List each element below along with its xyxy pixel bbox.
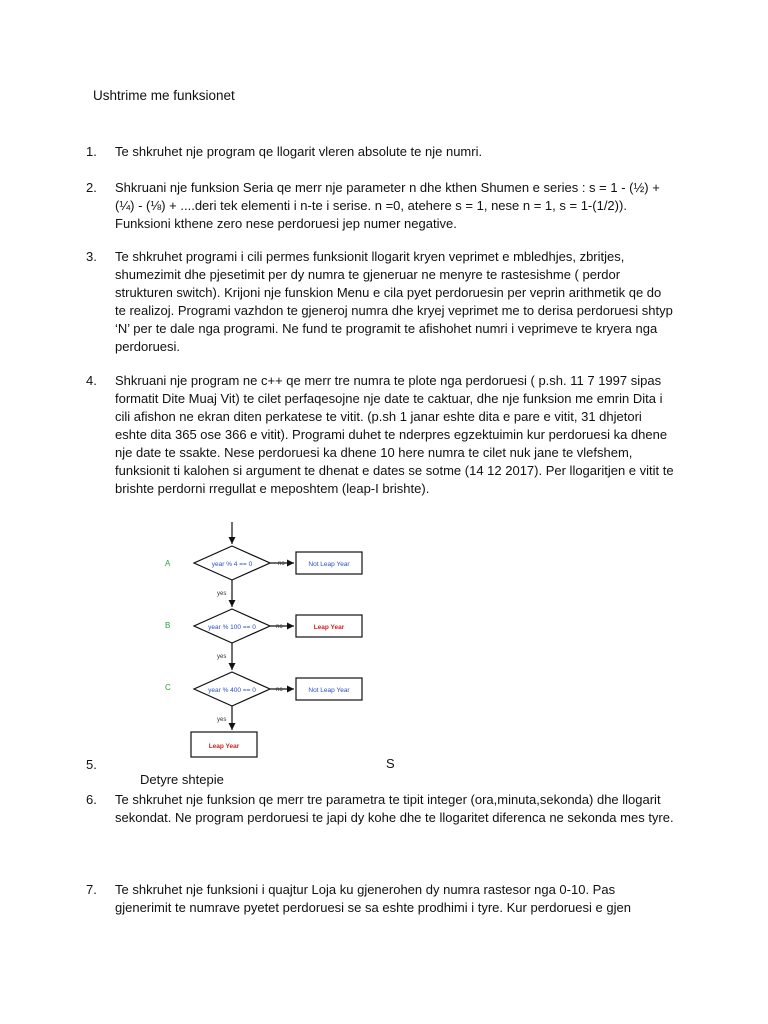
leap-year-flowchart bbox=[140, 518, 380, 762]
item-text: Te shkruhet nje program qe llogarit vleren absolute te nje numri. bbox=[115, 144, 483, 159]
step-letter: A bbox=[165, 559, 171, 568]
list-item-1 bbox=[86, 143, 675, 161]
item-number: 7. bbox=[86, 882, 97, 897]
item-text: Te shkruhet nje funksioni i quajtur Loja ku gjenerohen dy numra rastesor nga 0-10. Pas gjenerimit te numrave pyetet perdoruesi se sa eshte prodhimi i tyre. Kur perdoruesi e gjen bbox=[115, 882, 631, 915]
page-title: Ushtrime me funksionet bbox=[93, 88, 235, 103]
list-item-2 bbox=[86, 179, 675, 233]
item-number: 5. bbox=[86, 757, 97, 772]
step-letter: B bbox=[165, 621, 171, 630]
condition-label: year % 400 == 0 bbox=[208, 687, 256, 694]
decision-b bbox=[165, 609, 362, 670]
item-text: Te shkruhet programi i cili permes funksionit llogarit kryen veprimet e mbledhjes, zbritjes, shumezimit dhe pjesetimit per dy numra te gjeneruar ne menyre te rastesishme ( perdor strukturen switch). Krijoni nje funskion Menu e cila pyet perdoruesin per veprin arithmetik qe do te realizoj. Programi vazhdon te gjeneroj numra dhe kryej veprimet me to derisa perdoruesi shtyp ‘N’ per te dale nga programi. Ne fund te programit te afishohet numri i veprimeve te kryera nga perdoruesi. bbox=[115, 249, 673, 354]
item-number: 2. bbox=[86, 180, 97, 195]
homework-heading: Detyre shtepie bbox=[140, 772, 224, 787]
decision-a bbox=[165, 546, 362, 607]
no-label: no bbox=[278, 561, 285, 567]
item-text: Shkruani nje funksion Seria qe merr nje parameter n dhe kthen Shumen e series : s = 1 - (½) + (¼) - (⅛) + ....deri tek elementi i n-te i serise. n =0, atehere s = 1, nese n = 1, s = 1-(1/2)). Funksioni kthene zero nese perdoruesi jep numer negative. bbox=[115, 180, 660, 231]
list-item-7 bbox=[86, 881, 675, 917]
item-number: 4. bbox=[86, 373, 97, 388]
list-item-4 bbox=[86, 372, 675, 498]
final-label: Leap Year bbox=[208, 743, 240, 750]
result-label: Leap Year bbox=[313, 624, 345, 631]
step-letter: C bbox=[165, 683, 171, 692]
condition-label: year % 4 == 0 bbox=[211, 561, 253, 568]
item-number: 3. bbox=[86, 249, 97, 264]
condition-label: year % 100 == 0 bbox=[208, 624, 256, 631]
no-label: no bbox=[276, 687, 283, 693]
item-number: 6. bbox=[86, 792, 97, 807]
result-label: Not Leap Year bbox=[308, 561, 350, 568]
yes-label: yes bbox=[217, 717, 227, 723]
yes-label: yes bbox=[217, 654, 227, 660]
list-item-3 bbox=[86, 248, 675, 356]
no-label: no bbox=[276, 624, 283, 630]
list-item-6 bbox=[86, 791, 675, 827]
stray-letter: S bbox=[386, 756, 395, 771]
result-label: Not Leap Year bbox=[308, 687, 350, 694]
item-text: Shkruani nje program ne c++ qe merr tre numra te plote nga perdoruesi ( p.sh. 11 7 1997 sipas formatit Dite Muaj Vit) te cilet perfaqesojne nje date te caktuar, dhe nje funksion me emrin Dita i cili afishon ne ekran diten perkatese te vitit. (p.sh 1 janar eshte dita e pare e vitit, 31 dhjetori eshte dita 365 ose 366 e vitit). Programi duhet te nderpres egzektuimin kur perdoruesi ka dhene nje date te ssakte. Nese perdoruesi ka dhene 10 here numra te cilet nuk jane te vlefshem, funksionit ti kalohen si argument te dhenat e dates se sotme (14 12 2017). Per llogaritjen e vitit te brishte perdorni rregullat e meposhtem (leap-I brishte). bbox=[115, 373, 674, 496]
item-text: Te shkruhet nje funksion qe merr tre parametra te tipit integer (ora,minuta,sekonda) dhe llogarit sekondat. Ne program perdoruesi te japi dy kohe dhe te llogaritet diferenca ne sekonda mes tyre. bbox=[115, 792, 674, 825]
yes-label: yes bbox=[217, 591, 227, 597]
item-number: 1. bbox=[86, 144, 97, 159]
decision-c bbox=[165, 672, 362, 730]
